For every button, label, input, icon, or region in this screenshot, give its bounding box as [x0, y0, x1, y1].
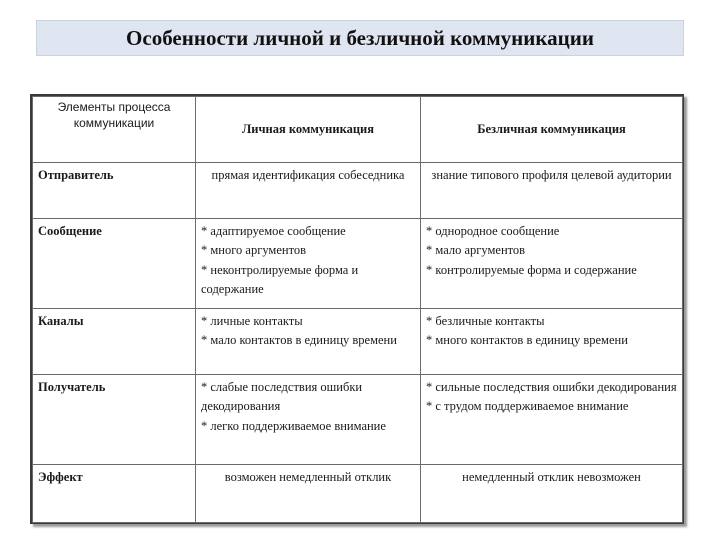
- cell-line: знание типового профиля целевой аудитории: [431, 168, 672, 182]
- cell-line: * много контактов в единицу времени: [426, 333, 628, 348]
- cell-line: * слабые последствия ошибки декодирования: [201, 380, 363, 414]
- row-label-effect: Эффект: [33, 465, 196, 523]
- table-row: [33, 219, 683, 309]
- cell-line: * однородное сообщение: [426, 224, 560, 238]
- row-label-message: Сообщение: [33, 219, 196, 309]
- table-row: [33, 309, 683, 375]
- cell-line: прямая идентификация собеседника: [211, 168, 405, 182]
- header-elements: Элементы процесса коммуникации: [33, 97, 196, 163]
- cell-line: немедленный отклик невозможен: [462, 470, 641, 484]
- cell-line: * личные контакты: [201, 314, 303, 328]
- comparison-table-container: [30, 94, 684, 524]
- title-banner: [36, 20, 684, 56]
- row-label-channels: Каналы: [33, 309, 196, 375]
- cell-line: * безличные контакты: [426, 314, 545, 328]
- cell-effect-personal: [196, 465, 421, 523]
- cell-effect-impersonal: [421, 465, 683, 523]
- header-personal: Личная коммуникация: [196, 97, 421, 163]
- cell-line: * сильные последствия ошибки декодирования: [426, 380, 677, 394]
- cell-line: * мало аргументов: [426, 243, 526, 258]
- cell-channels-personal: [196, 309, 421, 375]
- cell-sender-personal: [196, 163, 421, 219]
- cell-message-personal: [196, 219, 421, 309]
- page-title: Особенности личной и безличной коммуникации: [126, 25, 594, 50]
- cell-channels-impersonal: [421, 309, 683, 375]
- cell-receiver-impersonal: [421, 375, 683, 465]
- cell-line: * легко поддерживаемое внимание: [201, 418, 386, 433]
- cell-line: * мало контактов в единицу времени: [201, 333, 397, 348]
- table-row: [33, 465, 683, 523]
- cell-line: * много аргументов: [201, 243, 307, 258]
- header-impersonal: Безличная коммуникация: [421, 97, 683, 163]
- cell-message-impersonal: [421, 219, 683, 309]
- table-row: [33, 163, 683, 219]
- row-label-sender: Отправитель: [33, 163, 196, 219]
- cell-line: * неконтролируемые форма и содержание: [201, 262, 359, 297]
- comparison-table: [32, 96, 683, 523]
- cell-line: возможен немедленный отклик: [224, 470, 392, 484]
- table-row: [33, 375, 683, 465]
- cell-line: * с трудом поддерживаемое внимание: [426, 399, 629, 414]
- cell-receiver-personal: [196, 375, 421, 465]
- row-label-receiver: Получатель: [33, 375, 196, 465]
- cell-line: * контролируемые форма и содержание: [426, 262, 637, 277]
- cell-sender-impersonal: [421, 163, 683, 219]
- table-header-row: [33, 97, 683, 163]
- cell-line: * адаптируемое сообщение: [201, 224, 346, 238]
